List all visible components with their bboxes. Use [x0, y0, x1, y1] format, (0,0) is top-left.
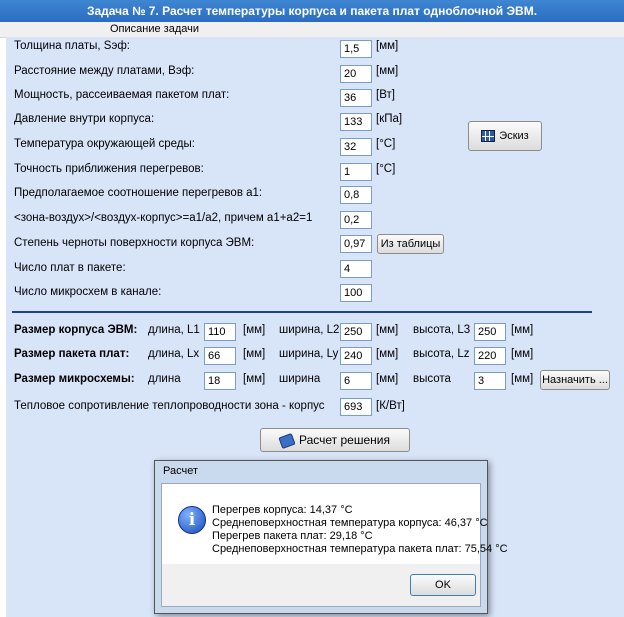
label-ratio-a2: <зона-воздух>/<воздух-корпус>=a1/a2, причем a1+a2=1: [14, 212, 313, 224]
dims-pack-length-label: длина, Lx: [148, 348, 200, 360]
label-power: Мощность, рассеиваемая пакетом плат:: [14, 89, 230, 101]
assign-button[interactable]: Назначить ...: [540, 370, 610, 390]
dims-pack-width-label: ширина, Ly: [279, 348, 339, 360]
dims-pack-length-input[interactable]: 66: [204, 347, 236, 365]
label-emissivity: Степень черноты поверхности корпуса ЭВМ:: [14, 237, 255, 249]
dialog-footer: [161, 564, 481, 607]
dialog-line-pack-temp: Среднеповерхностная температура пакета плат: 75,54 °С: [212, 543, 508, 555]
dims-chip-width-label: ширина: [279, 373, 321, 385]
dialog-body: [161, 483, 508, 565]
input-emissivity[interactable]: 0,97: [340, 235, 372, 253]
info-icon: i: [178, 506, 206, 534]
input-board-spacing[interactable]: 20: [340, 65, 372, 83]
label-chip-count: Число микросхем в канале:: [14, 286, 162, 298]
grid-icon: [481, 130, 495, 142]
dims-chip-length-unit: [мм]: [243, 373, 266, 385]
dims-chip-width-input[interactable]: 6: [340, 372, 372, 390]
dims-chip-height-unit: [мм]: [511, 373, 534, 385]
label-board-thickness: Толщина платы, Sэф:: [14, 40, 131, 52]
dims-case-title: Размер корпуса ЭВМ:: [14, 324, 138, 336]
dims-chip-length-label: длина: [148, 373, 181, 385]
dims-chip-length-input[interactable]: 18: [204, 372, 236, 390]
input-ambient-temp[interactable]: 32: [340, 138, 372, 156]
dims-chip-height-label: высота: [413, 373, 451, 385]
input-accuracy[interactable]: 1: [340, 163, 372, 181]
dims-case-length-input[interactable]: 110: [204, 323, 236, 341]
unit-accuracy: [°С]: [376, 163, 396, 175]
calculate-button[interactable]: [260, 428, 410, 452]
input-board-thickness[interactable]: 1,5: [340, 40, 372, 58]
result-dialog: [154, 460, 508, 614]
dims-chip-height-input[interactable]: 3: [474, 372, 506, 390]
dims-chip-title: Размер микросхемы:: [14, 373, 135, 385]
dims-case-height-input[interactable]: 250: [474, 323, 506, 341]
label-pressure: Давление внутри корпуса:: [14, 113, 155, 125]
dims-pack-height-input[interactable]: 220: [474, 347, 506, 365]
unit-board-spacing: [мм]: [376, 65, 399, 77]
unit-pressure: [кПа]: [376, 113, 403, 125]
dims-case-length-unit: [мм]: [243, 324, 266, 336]
dims-case-height-unit: [мм]: [511, 324, 534, 336]
thermal-resistance-unit: [К/Вт]: [376, 400, 405, 412]
label-board-spacing: Расстояние между платами, Вэф:: [14, 65, 195, 77]
input-ratio-a1[interactable]: 0,8: [340, 186, 372, 204]
unit-board-thickness: [мм]: [376, 40, 399, 52]
sketch-button[interactable]: [468, 121, 542, 151]
section-divider: [12, 311, 592, 313]
input-board-count[interactable]: 4: [340, 260, 372, 278]
sketch-button-label: Эскиз: [499, 130, 529, 142]
dims-chip-width-unit: [мм]: [376, 373, 399, 385]
dialog-line-case-overheat: Перегрев корпуса: 14,37 °С: [212, 504, 353, 516]
menu-item-description[interactable]: Описание задачи: [110, 23, 199, 35]
dims-case-width-label: ширина, L2: [279, 324, 340, 336]
label-ambient-temp: Температура окружающей среды:: [14, 138, 195, 150]
dims-case-length-label: длина, L1: [148, 324, 200, 336]
input-pressure[interactable]: 133: [340, 113, 372, 131]
thermal-resistance-input[interactable]: 693: [340, 398, 372, 416]
calculate-button-label: Расчет решения: [299, 433, 390, 447]
label-board-count: Число плат в пакете:: [14, 262, 126, 274]
menu-bar: [0, 22, 624, 38]
thermal-resistance-label: Тепловое сопротивление теплопроводности зона - корпус: [14, 400, 325, 412]
dims-pack-title: Размер пакета плат:: [14, 348, 130, 360]
calculator-icon: [278, 433, 295, 449]
label-accuracy: Точность приближения перегревов:: [14, 163, 204, 175]
dialog-title: Расчет: [163, 465, 198, 477]
unit-power: [Вт]: [376, 89, 395, 101]
label-ratio-a1: Предполагаемое соотношение перегревов a1:: [14, 187, 263, 199]
input-power[interactable]: 36: [340, 89, 372, 107]
unit-ambient-temp: [°С]: [376, 138, 396, 150]
dialog-line-pack-overheat: Перегрев пакета плат: 29,18 °С: [212, 530, 373, 542]
dims-case-width-input[interactable]: 250: [340, 323, 372, 341]
dims-pack-height-label: высота, Lz: [413, 348, 470, 360]
dims-pack-width-unit: [мм]: [376, 348, 399, 360]
dims-pack-length-unit: [мм]: [243, 348, 266, 360]
input-ratio-a2[interactable]: 0,2: [340, 211, 372, 229]
ok-button[interactable]: OK: [410, 574, 476, 596]
dims-pack-width-input[interactable]: 240: [340, 347, 372, 365]
input-chip-count[interactable]: 100: [340, 284, 372, 302]
dims-case-width-unit: [мм]: [376, 324, 399, 336]
window-title: Задача № 7. Расчет температуры корпуса и пакета плат одноблочной ЭВМ.: [0, 0, 624, 22]
from-table-button[interactable]: Из таблицы: [377, 234, 444, 254]
dialog-line-case-temp: Среднеповерхностная температура корпуса: 46,37 °С: [212, 517, 488, 529]
dims-case-height-label: высота, L3: [413, 324, 471, 336]
dims-pack-height-unit: [мм]: [511, 348, 534, 360]
